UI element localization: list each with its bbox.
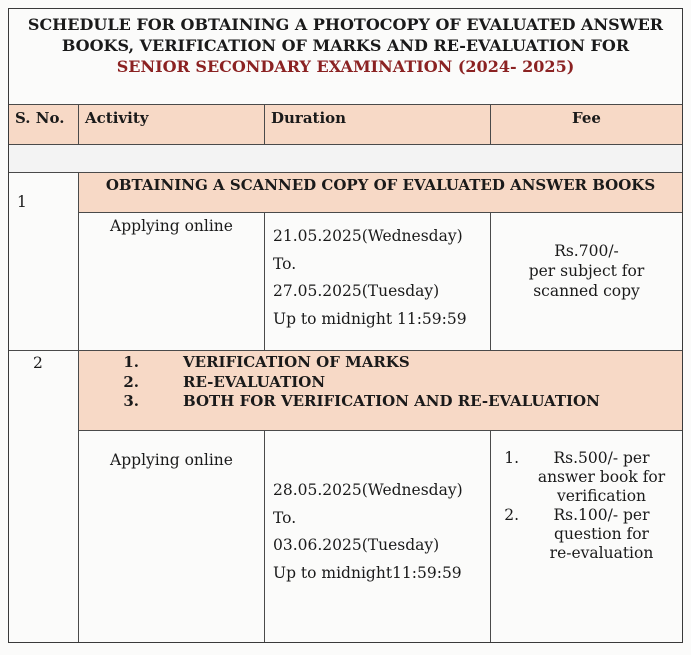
- row2-fee-item-2: [497, 506, 678, 563]
- row2-duration-to: To.: [273, 508, 297, 527]
- row2-fee-item-1-line1: Rs.500/- per: [553, 449, 650, 467]
- row2-item-2: [79, 373, 682, 393]
- row2-item-3: [79, 392, 682, 412]
- header-duration: Duration: [265, 105, 491, 145]
- row2-fee-item-2-line2: question for: [554, 525, 649, 543]
- row2-fee-item-1-line3: verification: [556, 487, 647, 505]
- row2-heading: [79, 351, 682, 431]
- row2-fee-item-2-line3: re-evaluation: [549, 544, 654, 562]
- row1-fee: [491, 213, 682, 351]
- row2-fee-item-1-line2: answer book for: [537, 468, 666, 486]
- row2-duration-end: 03.06.2025(Tuesday): [273, 536, 440, 554]
- title-line-3: SENIOR SECONDARY EXAMINATION (2024- 2025): [116, 57, 575, 76]
- row2-item-3-num: 3.: [123, 392, 139, 410]
- row1-fee-line2: per subject for: [528, 262, 645, 280]
- header-sno: S. No.: [9, 105, 79, 145]
- row1-activity: Applying online: [79, 213, 265, 351]
- row1-duration-end: 27.05.2025(Tuesday): [273, 282, 440, 300]
- row2-item-1-text: VERIFICATION OF MARKS: [183, 353, 410, 371]
- row2-item-2-text: RE-EVALUATION: [183, 372, 326, 391]
- row1-sno: 1: [9, 173, 79, 351]
- row2-fee: [491, 431, 682, 642]
- row2-item-3-text: BOTH FOR VERIFICATION AND RE-EVALUATION: [183, 392, 600, 410]
- row2-item-2-num: 2.: [123, 372, 139, 391]
- blank-band: [9, 145, 682, 173]
- row2-item-1: [79, 353, 682, 373]
- row1-duration-start: 21.05.2025(Wednesday): [273, 227, 463, 245]
- row2-sno: 2: [9, 351, 79, 642]
- row2-duration-time: Up to midnight11:59:59: [273, 563, 462, 582]
- row2-item-1-num: 1.: [123, 353, 139, 371]
- row1-duration: [265, 213, 491, 351]
- row1-duration-time: Up to midnight 11:59:59: [273, 309, 467, 328]
- table-title: [9, 9, 682, 105]
- row2-duration: [265, 431, 491, 642]
- row1-fee-amount: Rs.700/-: [554, 242, 619, 260]
- schedule-table: [8, 8, 683, 643]
- row2-fee-item-1-num: 1.: [504, 449, 519, 467]
- header-activity: Activity: [79, 105, 265, 145]
- header-fee: Fee: [491, 105, 682, 145]
- row2-fee-item-2-line1: Rs.100/- per: [553, 506, 650, 524]
- row2-activity: Applying online: [79, 431, 265, 642]
- row2-duration-start: 28.05.2025(Wednesday): [273, 481, 463, 499]
- row1-heading: OBTAINING A SCANNED COPY OF EVALUATED ANSWER BOOKS: [79, 173, 682, 213]
- title-line-1: SCHEDULE FOR OBTAINING A PHOTOCOPY OF EVALUATED ANSWER: [27, 15, 664, 34]
- title-line-2: BOOKS, VERIFICATION OF MARKS AND RE-EVALUATION FOR: [61, 36, 630, 55]
- row1-fee-line3: scanned copy: [533, 282, 640, 300]
- row2-fee-item-2-num: 2.: [504, 506, 519, 524]
- row2-fee-item-1: [497, 449, 678, 506]
- row1-duration-to: To.: [273, 254, 297, 273]
